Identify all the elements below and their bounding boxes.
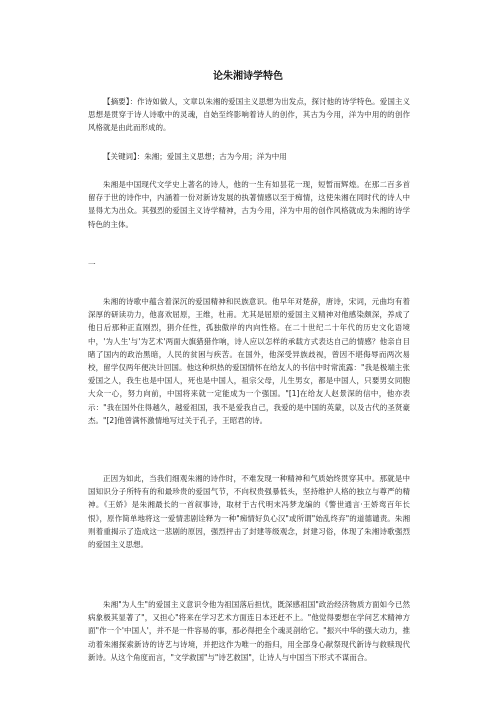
body-paragraph-3: 朱湘"为人生"的爱国主义意识令他为祖国落后担忧，既深感祖国"政治经济物质方面如今已然病象极其显著了"，又担心"将来在学习艺术方面连日本还赶不上。"他觉得要想在学问艺术精神方面"作一个'中国人'，并不是一件容易的事，那必得把全个魂灵剖给它。"振兴中华的强大动力，推动着朱湘探索新诗的诗艺与诗境，并把这作为唯一的指归，用全部身心献祭现代新诗与救赎现代新诗。从这个角度而言，"文学救国"与"诗艺救国"，让诗人与中国当下形式不谋而合。 (88, 600, 410, 662)
intro-paragraph: 朱湘是中国现代文学史上著名的诗人，他的一生有如昙花一现，短暂而辉煌。在那二百多首留存于世的诗作中，内涵着一份对新诗发展的执著情感以至于痴情，这使朱湘在同时代的诗人中显得尤为出众。其强烈的爱国主义诗学精神，古为今用，洋为中用的创作风格就成为朱湘的诗学特色的主体。 (88, 180, 410, 229)
section-marker: 一 (88, 260, 96, 269)
body-paragraph-1: 朱湘的诗歌中蕴含着深沉的爱国精神和民族意识。他早年对楚辞，唐诗，宋词，元曲均有着深厚的研读功力，他喜欢屈原，王维，杜甫。尤其是屈原的爱国主义精神对他感染颇深，养成了他日后那种正直刚烈，狷介任性，孤独傲岸的内向性格。在二十世纪二十年代的历史文化语境中，'为人生'与'为艺术'两面大旗猎猎作响，诗人应以怎样的承载方式表达自己的情感？他亲自目睹了国内的政治黑暗，人民的贫困与疾苦。在国外，他深受异族歧视，曾因不堪侮辱而两次易校，留学仅两年便决计回国。他这种炽热的爱国情怀在给友人的书信中时常流露："我是极端主张爱国之人，我生也是中国人，死也是中国人，祖宗父母，儿生男女，都是中国人，只要男女同胞大众一心，努力向前，中国将来就一定能成为一个强国。"[1]在给友人赵景深的信中，他亦表示："我在国外住得越久，越爱祖国，我不是爱我自己，我爱的是中国的英蒙，以及古代的圣贤豪杰。"[2]他曾满怀激情地写过关于孔子，王昭君的诗。 (88, 297, 410, 425)
abstract-paragraph: 【摘要】：作诗如做人，文章以朱湘的爱国主义思想为出发点，探讨他的诗学特色。爱国主义思想是贯穿于诗人诗歌中的灵魂，自始至终影响着诗人的创作，其古为今用，洋为中用的的创作风格就是由此而形成的。 (88, 97, 410, 133)
body-paragraph-2: 正因为如此，当我们细观朱湘的诗作时，不难发现一种精神和气质始终贯穿其中。那就是中国知识分子所特有的和最珍贵的爱国气节，不向权贵强暴低头，坚持维护人格的独立与尊严的精神。《王娇》是朱湘最长的一首叙事诗，取材于古代明末冯梦龙编的《警世通言·王娇鸾百年长恨》，原作简单地将这一爱情悲剧诠释为一种"痴情好负心汉"或所谓"始乱终弃"的道德谴责。朱湘则着重揭示了造成这一悲剧的原因，强烈抨击了封建等级观念，封建习俗，体现了朱湘诗歌强烈的爱国主义思想。 (88, 474, 410, 550)
document-title: 论朱湘诗学特色 (213, 71, 283, 82)
keywords-paragraph: 【关键词】：朱湘；爱国主义思想；古为今用；洋为中用 (103, 152, 287, 161)
